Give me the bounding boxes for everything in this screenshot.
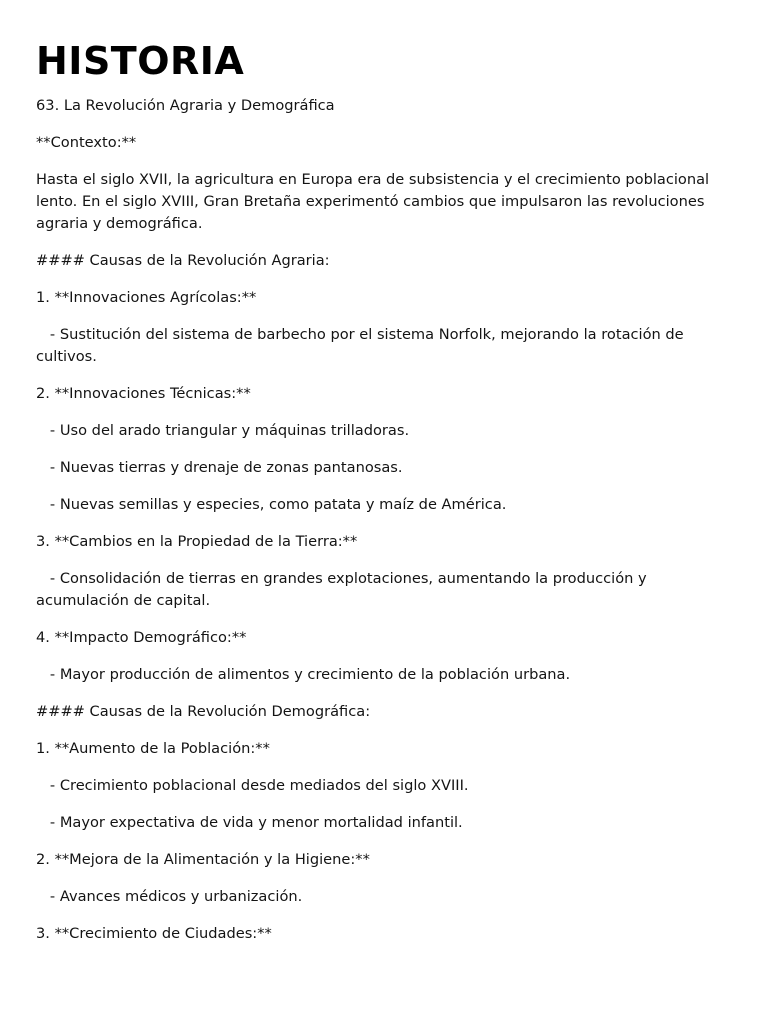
list-subitem: - Mayor expectativa de vida y menor mortalidad infantil. — [36, 814, 463, 831]
list-subitem: - Crecimiento poblacional desde mediados del siglo XVIII. — [36, 777, 469, 794]
list-item: 2. **Innovaciones Técnicas:** — [36, 385, 251, 402]
paragraph-context-text: Hasta el siglo XVII, la agricultura en Europa era de subsistencia y el crecimiento poblacional lento. En el siglo XVIII, Gran Bretaña experimentó cambios que impulsaron las revoluciones agraria y demográfica. — [36, 171, 714, 232]
paragraph-context-label: **Contexto:** — [36, 134, 137, 151]
list-subitem: - Mayor producción de alimentos y crecimiento de la población urbana. — [36, 666, 571, 683]
list-item: 4. **Impacto Demográfico:** — [36, 629, 247, 646]
section-heading-demografica: #### Causas de la Revolución Demográfica: — [36, 703, 371, 720]
list-item: 3. **Crecimiento de Ciudades:** — [36, 925, 272, 942]
list-subitem: - Nuevas tierras y drenaje de zonas pantanosas. — [36, 459, 403, 476]
list-subitem: - Avances médicos y urbanización. — [36, 888, 303, 905]
list-item: 3. **Cambios en la Propiedad de la Tierra:** — [36, 533, 358, 550]
list-subitem: - Uso del arado triangular y máquinas trilladoras. — [36, 422, 410, 439]
list-item: 1. **Aumento de la Población:** — [36, 740, 270, 757]
paragraph-heading: 63. La Revolución Agraria y Demográfica — [36, 97, 335, 114]
list-subitem: - Consolidación de tierras en grandes explotaciones, aumentando la producción y acumulación de capital. — [36, 570, 652, 609]
document-title: HISTORIA — [36, 39, 245, 83]
list-subitem: - Sustitución del sistema de barbecho por el sistema Norfolk, mejorando la rotación de cultivos. — [36, 326, 689, 365]
section-heading-agraria: #### Causas de la Revolución Agraria: — [36, 252, 330, 269]
list-item: 1. **Innovaciones Agrícolas:** — [36, 289, 257, 306]
list-item: 2. **Mejora de la Alimentación y la Higiene:** — [36, 851, 370, 868]
list-subitem: - Nuevas semillas y especies, como patata y maíz de América. — [36, 496, 507, 513]
document-body — [36, 95, 732, 945]
